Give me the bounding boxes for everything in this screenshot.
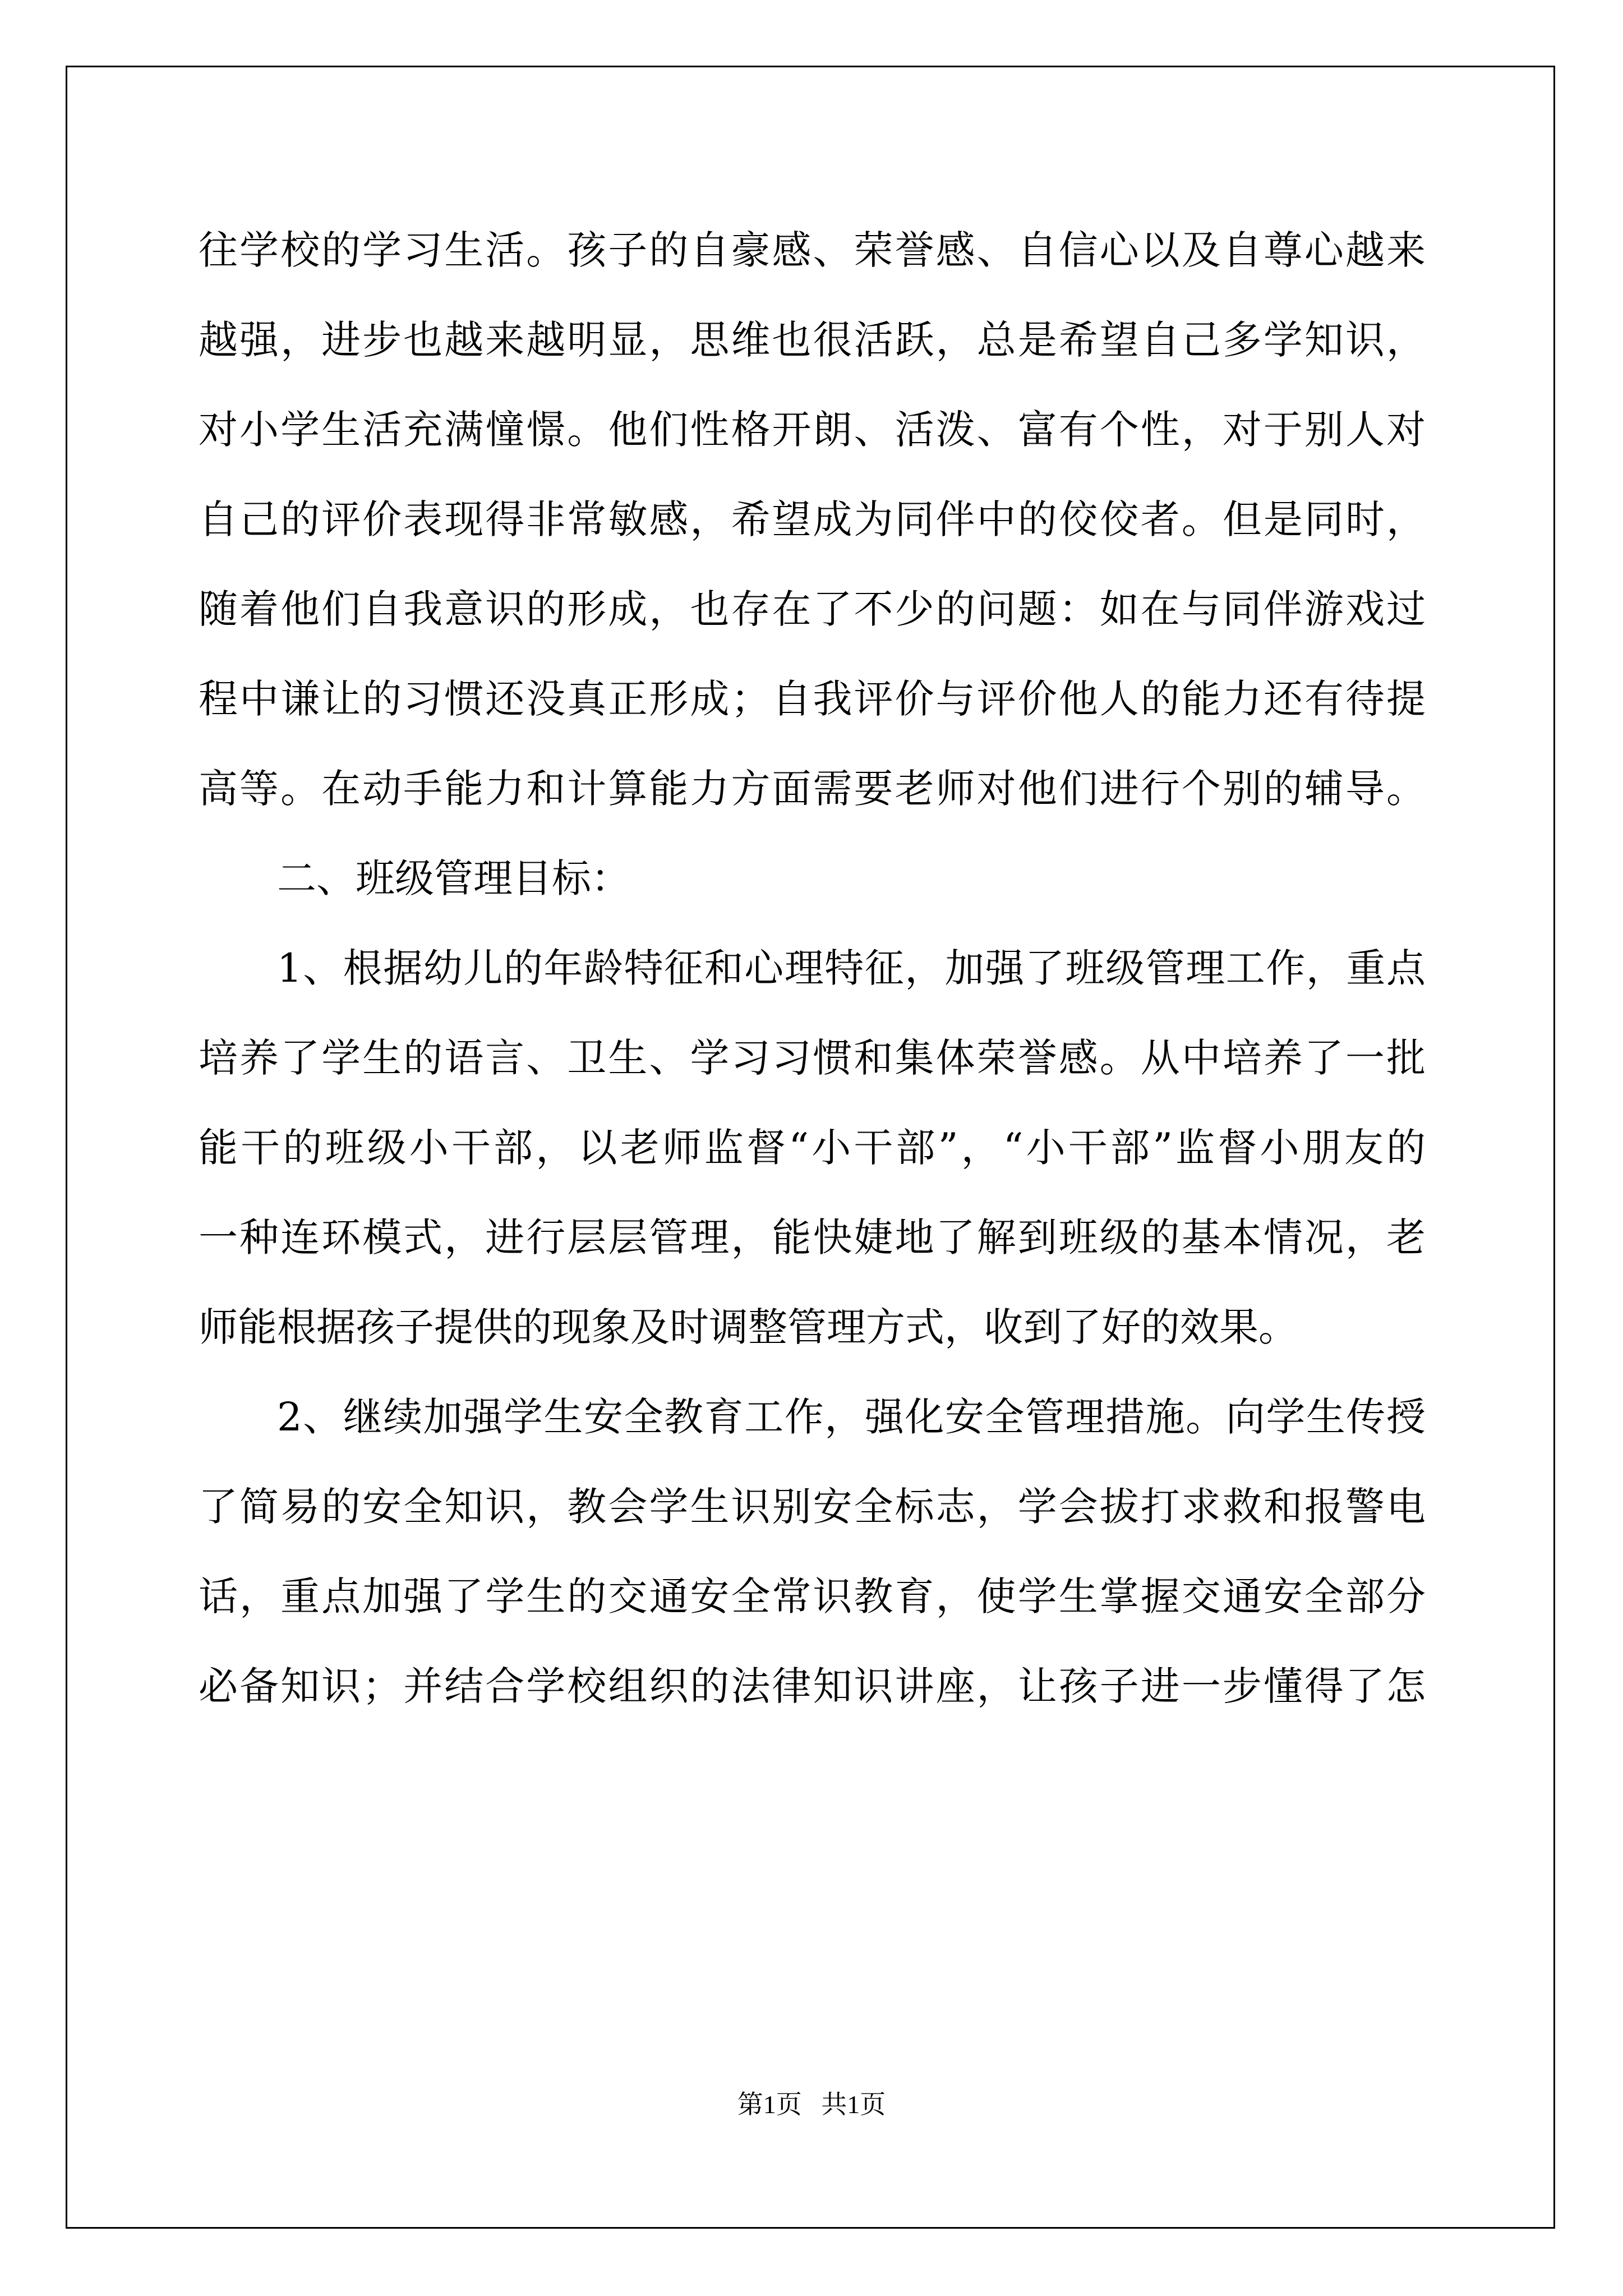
text-line: 2、继续加强学生安全教育工作，强化安全管理措施。向学生传授	[277, 1394, 1426, 1440]
text-line: 了简易的安全知识，教会学生识别安全标志，学会拔打求救和报警电	[199, 1484, 1426, 1530]
text-line: 高等。在动手能力和计算能力方面需要老师对他们进行个别的辅导。	[199, 766, 1426, 812]
text-line: 必备知识；并结合学校组织的法律知识讲座，让孩子进一步懂得了怎	[199, 1663, 1426, 1709]
text-line: 随着他们自我意识的形成，也存在了不少的问题：如在与同伴游戏过	[199, 586, 1426, 632]
text-line: 一种连环模式，进行层层管理，能快婕地了解到班级的基本情况，老	[199, 1214, 1426, 1260]
document-body	[199, 205, 1426, 1731]
text-line: 往学校的学习生活。孩子的自豪感、荣誉感、自信心以及自尊心越来	[199, 227, 1426, 273]
text-line: 1、根据幼儿的年龄特征和心理特征，加强了班级管理工作，重点	[277, 945, 1426, 991]
text-line: 二、班级管理目标：	[277, 855, 630, 901]
text-line: 自己的评价表现得非常敏感，希望成为同伴中的佼佼者。但是同时，	[199, 496, 1426, 542]
text-line: 程中谦让的习惯还没真正形成；自我评价与评价他人的能力还有待提	[199, 676, 1426, 722]
page-footer: 第1页 共1页	[737, 2090, 886, 2119]
text-line: 话，重点加强了学生的交通安全常识教育，使学生掌握交通安全部分	[199, 1573, 1426, 1619]
text-line: 对小学生活充满憧憬。他们性格开朗、活泼、富有个性，对于别人对	[199, 407, 1426, 453]
text-line: 培养了学生的语言、卫生、学习习惯和集体荣誉感。从中培养了一批	[199, 1035, 1426, 1081]
text-line: 能干的班级小干部，以老师监督“小干部”，“小干部”监督小朋友的	[199, 1125, 1426, 1171]
text-line: 越强，进步也越来越明显，思维也很活跃，总是希望自己多学知识，	[199, 317, 1426, 363]
text-line: 师能根据孩子提供的现象及时调整管理方式，收到了好的效果。	[199, 1304, 1298, 1350]
